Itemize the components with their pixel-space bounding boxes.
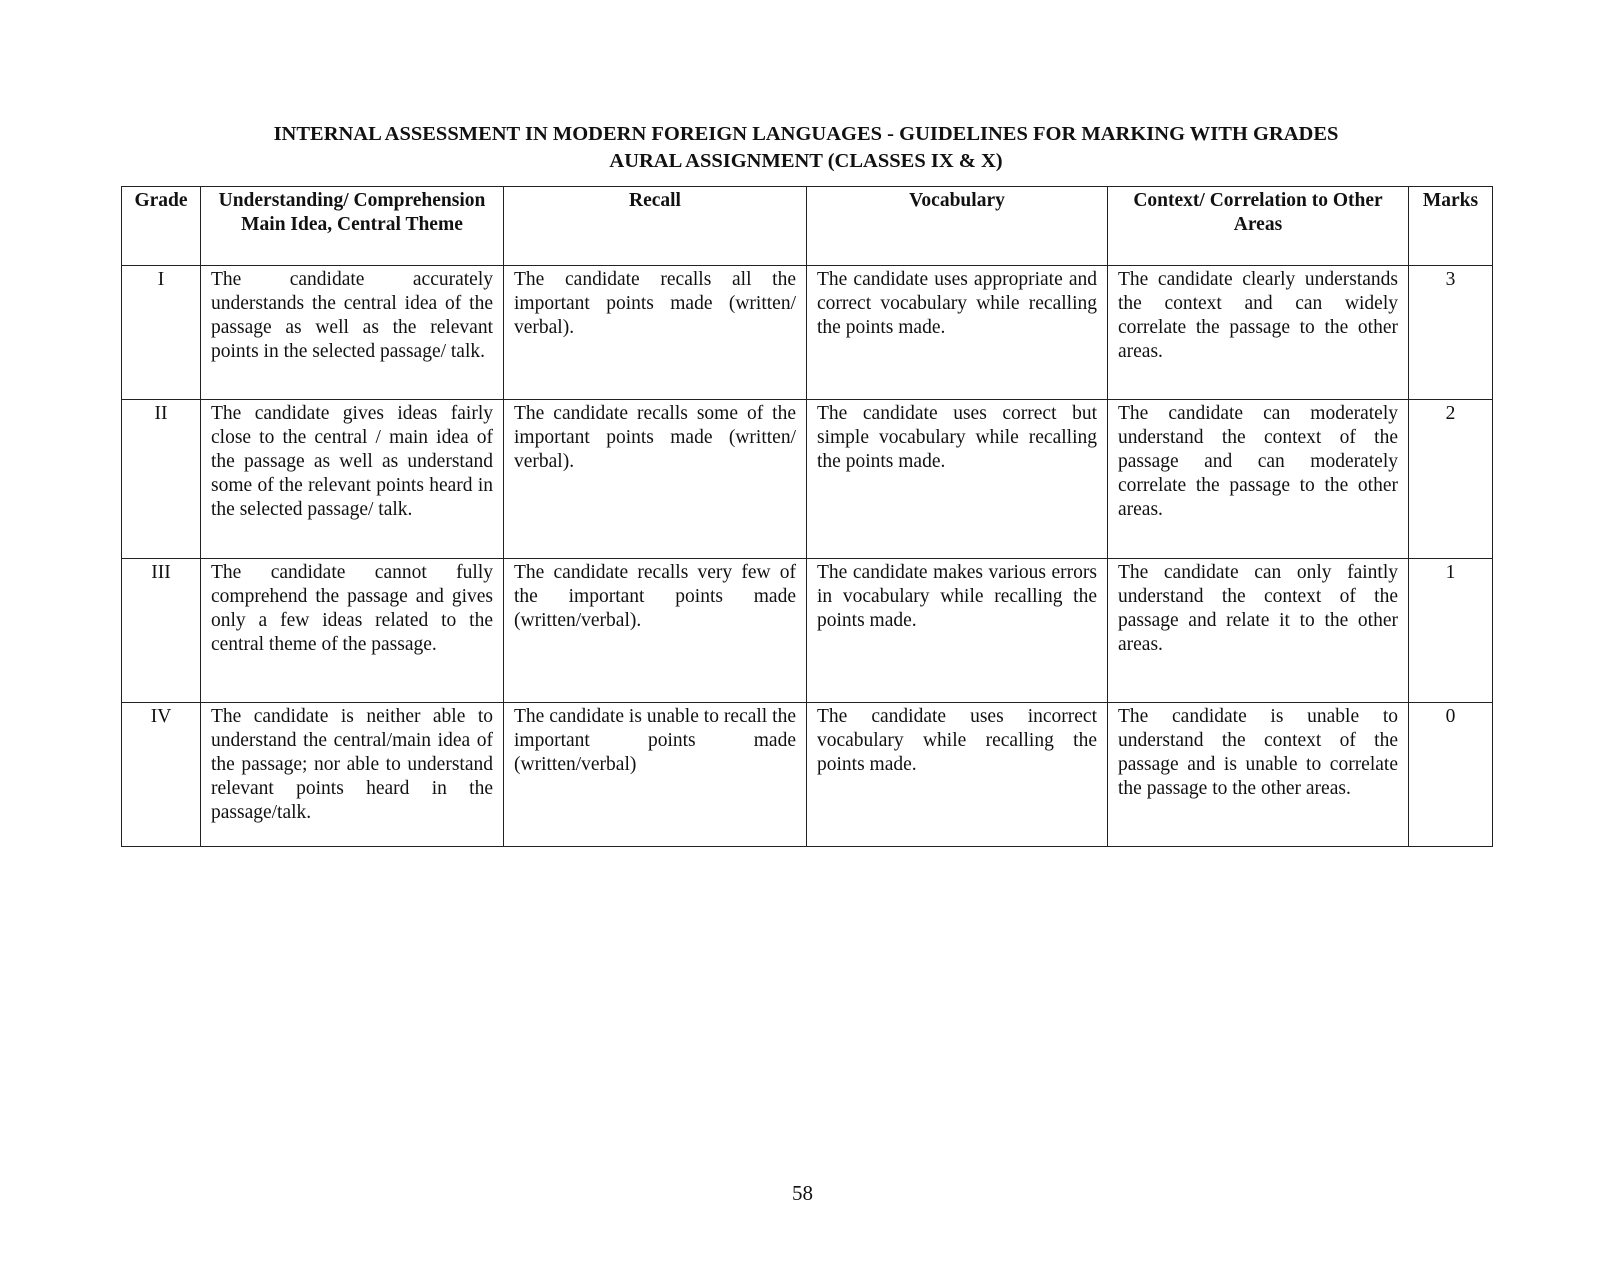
vocabulary-cell: The candidate uses appropriate and correct vocabulary while recalling the points made. (807, 266, 1108, 400)
header-grade: Grade (122, 187, 201, 266)
table-row (122, 400, 1493, 559)
marks-cell: 0 (1409, 703, 1493, 847)
vocabulary-cell: The candidate uses incorrect vocabulary while recalling the points made. (807, 703, 1108, 847)
table-row (122, 703, 1493, 847)
marks-cell: 2 (1409, 400, 1493, 559)
grade-cell: I (122, 266, 201, 400)
understanding-cell: The candidate cannot fully comprehend the passage and gives only a few ideas related to the central theme of the passage. (201, 559, 504, 703)
table-header-row (122, 187, 1493, 266)
recall-cell: The candidate is unable to recall the important points made (written/verbal) (504, 703, 807, 847)
context-cell: The candidate can only faintly understand the context of the passage and relate it to the other areas. (1108, 559, 1409, 703)
context-cell: The candidate is unable to understand the context of the passage and is unable to correlate the passage to the other areas. (1108, 703, 1409, 847)
document-title (121, 121, 1491, 175)
vocabulary-cell: The candidate uses correct but simple vocabulary while recalling the points made. (807, 400, 1108, 559)
header-marks: Marks (1409, 187, 1493, 266)
marks-cell: 1 (1409, 559, 1493, 703)
grade-cell: II (122, 400, 201, 559)
context-cell: The candidate clearly understands the context and can widely correlate the passage to the other areas. (1108, 266, 1409, 400)
recall-cell: The candidate recalls all the important points made (written/ verbal). (504, 266, 807, 400)
understanding-cell: The candidate accurately understands the central idea of the passage as well as the relevant points in the selected passage/ talk. (201, 266, 504, 400)
table-row (122, 559, 1493, 703)
header-recall: Recall (504, 187, 807, 266)
table-row (122, 266, 1493, 400)
understanding-cell: The candidate is neither able to understand the central/main idea of the passage; nor able to understand relevant points heard in the passage/talk. (201, 703, 504, 847)
recall-cell: The candidate recalls very few of the important points made (written/verbal). (504, 559, 807, 703)
recall-cell: The candidate recalls some of the important points made (written/ verbal). (504, 400, 807, 559)
header-context: Context/ Correlation to Other Areas (1108, 187, 1409, 266)
title-line-2: AURAL ASSIGNMENT (CLASSES IX & X) (609, 150, 1003, 172)
header-vocabulary: Vocabulary (807, 187, 1108, 266)
understanding-cell: The candidate gives ideas fairly close to the central / main idea of the passage as well as understand some of the relevant points heard in the selected passage/ talk. (201, 400, 504, 559)
header-understanding: Understanding/ Comprehension Main Idea, Central Theme (201, 187, 504, 266)
page-number: 58 (792, 1181, 813, 1205)
context-cell: The candidate can moderately understand the context of the passage and can moderately correlate the passage to the other areas. (1108, 400, 1409, 559)
grade-cell: III (122, 559, 201, 703)
vocabulary-cell: The candidate makes various errors in vocabulary while recalling the points made. (807, 559, 1108, 703)
title-line-1: INTERNAL ASSESSMENT IN MODERN FOREIGN LANGUAGES - GUIDELINES FOR MARKING WITH GRADES (273, 123, 1339, 145)
marks-cell: 3 (1409, 266, 1493, 400)
marking-rubric-table (121, 186, 1493, 847)
grade-cell: IV (122, 703, 201, 847)
